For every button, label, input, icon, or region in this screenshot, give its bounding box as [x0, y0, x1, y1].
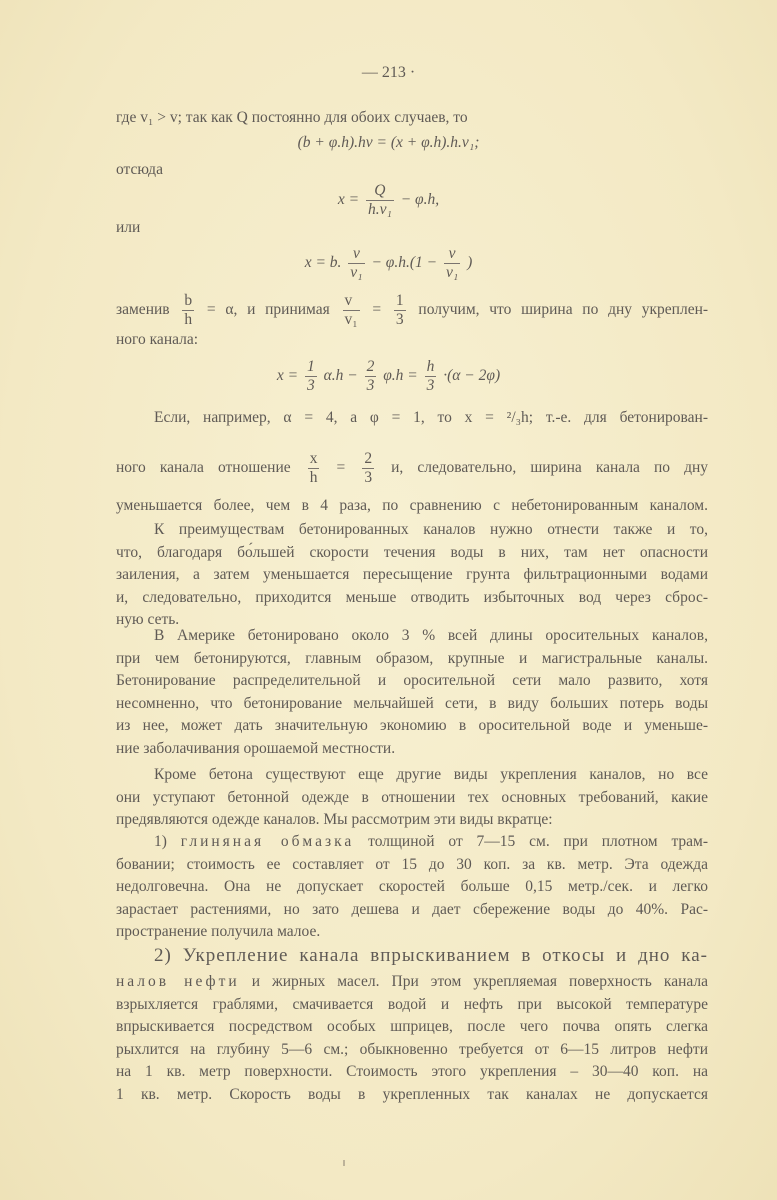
text: толщиной от 7—15 см. при плотном трам- — [368, 833, 709, 850]
numerator: 1 — [395, 292, 404, 309]
fraction — [394, 292, 406, 329]
text: получим, что ширина по дну укреплен- — [418, 301, 709, 319]
numerator: 2 — [366, 358, 375, 375]
text-line: взрыхляется граблями, смачивается водой и нефть при высокой температуре — [116, 995, 708, 1013]
denominator: 3 — [366, 377, 375, 394]
numerator: v — [348, 245, 364, 264]
text-line: зарастает растениями, но зато дешева и дает сбережение воды до 40%. Рас- — [116, 900, 708, 918]
text-line: 1 кв. метр. Скорость воды в укрепленных так каналах не допускается — [116, 1085, 708, 1103]
denominator: 3 — [306, 377, 315, 394]
emphasized-term: глиняная обмазка — [180, 833, 355, 850]
numerator: h — [426, 358, 435, 375]
text-line: ного канала: — [116, 331, 199, 348]
text-line — [116, 292, 708, 329]
denominator: h — [309, 469, 318, 486]
text-line — [116, 450, 708, 487]
item-number: 1) — [154, 833, 167, 850]
formula-part: φ.h = — [383, 367, 418, 385]
text-line: на 1 кв. метр поверхности. Стоимость этого укрепления – 30—40 коп. на — [116, 1063, 708, 1080]
page-number: — 213 · — [361, 64, 416, 81]
text-line — [116, 972, 708, 992]
fraction — [365, 358, 377, 395]
text-line: Бетонирование распределительной и оросительной сети мало развито, хотя — [116, 672, 708, 689]
denominator: 3 — [395, 311, 404, 328]
formula — [0, 182, 777, 219]
text: и, следовательно, ширина канала по дну — [391, 459, 709, 477]
text-line: ную сеть. — [116, 611, 180, 628]
formula — [0, 358, 777, 395]
formula-part: α.h − — [323, 367, 358, 385]
fraction — [308, 450, 320, 487]
fraction — [444, 245, 460, 282]
numerator: v — [343, 292, 360, 311]
formula-part: x = — [276, 367, 299, 385]
text-line: отсюда — [116, 161, 163, 178]
text-line: где v₁ > v; так как Q постоянно для обоих случаев, то — [116, 109, 468, 126]
denominator: h — [184, 311, 193, 328]
numerator: x — [309, 450, 318, 467]
formula-part: x = — [337, 191, 360, 209]
text-line: предявляются одежде каналов. Мы рассмотрим эти виды вкратце: — [116, 811, 553, 828]
fraction — [362, 450, 374, 487]
text-line: уменьшается более, чем в 4 раза, по сравнению с небетонированным каналом. — [116, 497, 708, 514]
text: и жирных масел. При этом укрепляемая поверхность канала — [251, 973, 708, 990]
text: заменив — [116, 301, 170, 319]
denominator: v₁ — [344, 311, 358, 328]
formula-part: x = b. — [304, 254, 342, 272]
formula — [0, 245, 777, 282]
formula-part: − φ.h.(1 − — [371, 254, 438, 272]
text-line: В Америке бетонировано около 3 % всей длины оросительных каналов, — [154, 627, 708, 644]
fraction — [305, 358, 317, 395]
fraction — [366, 182, 394, 219]
text-line: рыхлится на глубину 5—6 см.; обыкновенно требуется от 6—15 литров нефти — [116, 1040, 708, 1058]
text: = — [336, 459, 346, 477]
fraction — [343, 292, 360, 329]
numerator: 2 — [364, 450, 373, 467]
text: = α, и принимая — [206, 301, 330, 319]
formula-part: ·(α − 2φ) — [443, 367, 501, 385]
text-line: бовании; стоимость ее составляет от 15 до 30 коп. за кв. метр. Эта одежда — [116, 855, 708, 873]
scan-speck — [343, 1160, 345, 1166]
denominator: 3 — [364, 469, 373, 486]
fraction — [348, 245, 364, 282]
denominator: v₁ — [350, 264, 363, 281]
text-line: несомненно, что бетонирование мельчайшей сети, в виду больших потерь воды — [116, 694, 708, 712]
text: = — [372, 301, 382, 319]
text-line: 2) Укрепление канала впрыскиванием в откосы и дно ка- — [154, 945, 708, 966]
text-line: пространение получила малое. — [116, 923, 321, 940]
denominator: v₁ — [445, 264, 459, 281]
text-line: и, следовательно, приходится меньше отводить избыточных вод через сброс- — [116, 588, 708, 606]
text-line: недолговечна. Она не допускает скоростей больше 0,15 метр./сек. и легко — [116, 878, 708, 895]
text: ного канала отношение — [116, 459, 291, 477]
text-line: впрыскивается посредством особых шприцев, после чего почва опять слегка — [116, 1018, 708, 1035]
text-line: при чем бетонируются, главным образом, крупные и магистральные каналы. — [116, 649, 708, 667]
fraction — [182, 292, 194, 329]
text-line: из нее, может дать значительную экономию в оросительной воде и уменьше- — [116, 717, 708, 734]
fraction — [425, 358, 437, 395]
formula: (b + φ.h).hv = (x + φ.h).h.v₁; — [297, 134, 480, 151]
numerator: b — [184, 292, 193, 309]
text-line: или — [116, 219, 141, 236]
formula-part: ) — [467, 254, 473, 272]
text-line — [116, 832, 708, 852]
denominator: h.v₁ — [367, 201, 392, 218]
text-line: что, благодаря бо́льшей скорости течения воды в них, там нет опасности — [116, 543, 708, 561]
text-line: К преимуществам бетонированных каналов нужно отнести также и то, — [154, 521, 708, 538]
numerator: 1 — [306, 358, 315, 375]
text-line: они уступают бетонной одежде в отношении тех основных требований, какие — [116, 788, 708, 806]
text-line: Если, например, α = 4, а φ = 1, то x = ²/₃h; т.-е. для бетонирован- — [154, 409, 708, 426]
text-line: заиления, а затем уменьшается пересыщение грунта фильтрационными водами — [116, 566, 708, 583]
numerator: v — [444, 245, 460, 264]
denominator: 3 — [426, 377, 435, 394]
formula-part: − φ.h, — [400, 191, 440, 209]
emphasized-term: налов нефти — [116, 973, 240, 990]
text-line: ние заболачивания орошаемой местности. — [116, 739, 396, 757]
text-line: Кроме бетона существуют еще другие виды укрепления каналов, но все — [154, 766, 708, 783]
numerator: Q — [366, 182, 394, 201]
